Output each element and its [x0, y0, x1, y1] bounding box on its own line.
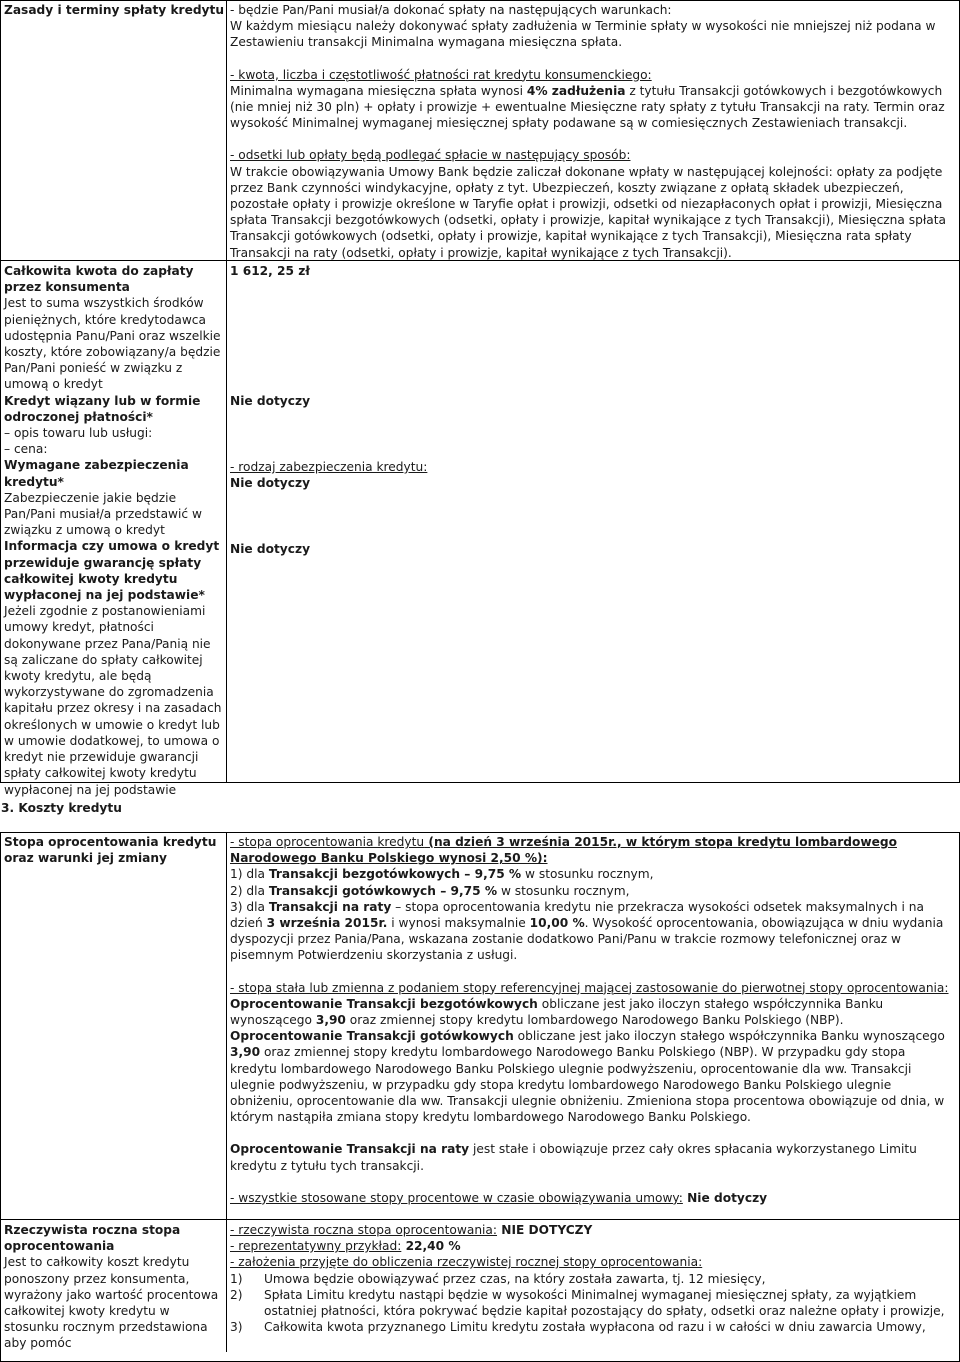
repayment-rules-label-cell: [4, 2, 224, 18]
installment-rate-text: Oprocentowanie Transakcji na raty jest stałe i obowiązuje przez cały okres spłacania wykorzystanego Limitu kredytu z tytułu tych transakcji.: [230, 1142, 917, 1173]
collateral-type-heading: - rodzaj zabezpieczenia kredytu:: [230, 460, 428, 474]
guarantee-info-label: Informacja czy umowa o kredyt przewiduje gwarancję spłaty całkowitej kwoty kredytu wypłaconej na jej podstawie*: [4, 539, 220, 603]
repayment-rules-label: Zasady i terminy spłaty kredytu: [4, 3, 225, 17]
required-collateral-label: Wymagane zabezpieczenia kredytu*: [4, 458, 189, 489]
rate-cash: 2) dla Transakcji gotówkowych – 9,75 % w stosunku rocznym,: [230, 883, 630, 898]
interest-rate-value-cell: [230, 834, 952, 1206]
tied-credit-value: Nie dotyczy: [230, 394, 311, 408]
rate-cashless: 1) dla Transakcji bezgotówkowych – 9,75 % w stosunku rocznym,: [230, 867, 654, 882]
fixed-variable-heading: - stopa stała lub zmienna z podaniem stopy referencyjnej mającej zastosowanie do pierwotnej stopy oprocentowania:: [230, 980, 949, 995]
required-collateral-description: Zabezpieczenie jakie będzie Pan/Pani musiał/a przedstawić w związku z umową o kredyt: [4, 490, 202, 538]
installments-heading: - kwota, liczba i częstotliwość płatności rat kredytu konsumenckiego:: [230, 67, 652, 82]
total-amount-value: 1 612, 25 zł: [230, 264, 310, 278]
collateral-value: Nie dotyczy: [230, 476, 311, 491]
apr-value: - rzeczywista roczna stopa oprocentowania: NIE DOTYCZY: [230, 1223, 593, 1237]
repayment-conditions-heading: - będzie Pan/Pani musiał/a dokonać spłaty na następujących warunkach:: [230, 3, 672, 17]
collateral-value-cell: [230, 459, 930, 491]
assumption-item: 1) Umowa będzie obowiązywać przez czas, na który została zawarta, tj. 12 miesięcy,: [230, 1271, 766, 1286]
interest-repayment-heading: - odsetki lub opłaty będą podlegać spłacie w następujący sposób:: [230, 148, 631, 163]
assumption-item: 2) Spłata Limitu kredytu nastąpi będzie w wysokości Minimalnej wymaganej miesięcznej spłaty, za wyjątkiem ostatniej płatności, która pokrywać będzie kapitał pozostający do spłaty, odsetki oraz należne opłaty i prowizje,: [230, 1287, 945, 1319]
representative-example: - reprezentatywny przykład: 22,40 %: [230, 1239, 461, 1254]
all-rates-text: - wszystkie stosowane stopy procentowe w czasie obowiązywania umowy: Nie dotyczy: [230, 1190, 768, 1205]
cash-rate-text: Oprocentowanie Transakcji gotówkowych obliczane jest jako iloczyn stałego współczynnika Banku wynoszącego 3,90 oraz zmiennej stopy kredytu lombardowego Narodowego Banku Polskiego (NBP). W przypadku gdy stopa kredytu lombardowego Narodowego Banku Polskiego ulegnie podwyższeniu, oprocentowanie dla ww. Transakcji ulegnie podwyższeniu, w przypadku gdy stopa kredytu lombardowego Narodowego Banku Polskiego ulegnie obniżeniu, oprocentowanie dla ww. Transakcji ulegnie obniżeniu. Zmieniona stopa procentowa obowiązuje od dnia, w którym nastąpiła zmiana stopy kredytu lombardowego Narodowego Banku Polskiego.: [230, 1029, 945, 1125]
row-divider: [0, 1219, 960, 1220]
guarantee-info-description: Jeżeli zgodnie z postanowieniami umowy kredyt, płatności dokonywane przez Pana/Panią nie są zaliczane do spłaty całkowitej kwoty kredytu, ale będą wykorzystywane do zgromadzenia kapitału przez okresy i na zasadach określonych w umowie o kredyt lub w umowie dodatkowej, to umowa o kredyt nie przewiduje gwarancji spłaty całkowitej kwoty kredytu wypłaconej na jej podstawie: [4, 604, 222, 797]
apr-assumptions-heading: - założenia przyjęte do obliczenia rzeczywistej rocznej stopy oprocentowania:: [230, 1255, 703, 1270]
assumption-item: 3) Całkowita kwota przyznanego Limitu kredytu została wypłacona od razu i w całości w dniu zawarcia Umowy,: [230, 1320, 926, 1335]
apr-value-cell: [230, 1222, 952, 1335]
installments-text: Minimalna wymagana miesięczna spłata wynosi 4% zadłużenia z tytułu Transakcji gotówkowych i bezgotówkowych (nie mniej niż 30 pln) + opłaty i prowizje + ewentualne Miesięczne raty spłaty z tytułu Transakcji na raty. Termin oraz wysokość Minimalnej wymaganej miesięcznej spłaty podawane są w comiesięcznych Zestawieniach transakcji.: [230, 83, 945, 131]
total-amount-description: Jest to suma wszystkich środków pieniężnych, które kredytodawca udostępnia Panu/Pani oraz wszelkie koszty, które zobowiązany/a będzie Pan/Pani ponieść w związku z umową o kredyt: [4, 296, 221, 392]
interest-rate-heading: - stopa oprocentowania kredytu (na dzień 3 września 2015r., w którym stopa kredytu lombardowego Narodowego Banku Polskiego wynosi 2,50 %):: [230, 835, 897, 866]
repayment-rules-value-cell: [230, 2, 952, 261]
repayment-conditions-text: W każdym miesiącu należy dokonywać spłaty zadłużenia w Terminie spłaty w wysokości nie mniejszej niż podana w Zestawieniu transakcji Minimalna wymagana miesięczna spłata.: [230, 19, 936, 50]
total-amount-label-cell: [4, 263, 224, 798]
apr-label: Rzeczywista roczna stopa oprocentowania: [4, 1223, 181, 1254]
terms-table-divider: [226, 0, 227, 783]
tied-credit-description: – opis towaru lub usługi:: [4, 426, 153, 441]
apr-description: Jest to całkowity koszt kredytu ponoszony przez konsumenta, wyrażony jako wartość procentowa całkowitej kwoty kredytu w stosunku rocznym przedstawiona aby pomóc: [4, 1255, 219, 1351]
costs-table-divider: [226, 832, 227, 1352]
interest-rate-label: Stopa oprocentowania kredytu oraz warunki jej zmiany: [4, 835, 217, 866]
tied-credit-price: – cena:: [4, 442, 48, 457]
interest-rate-label-cell: [4, 834, 224, 866]
guarantee-value: Nie dotyczy: [230, 542, 311, 556]
cashless-rate-text: Oprocentowanie Transakcji bezgotówkowych obliczane jest jako iloczyn stałego współczynnika Banku wynoszącego 3,90 oraz zmiennej stopy kredytu lombardowego Narodowego Banku Polskiego (NBP).: [230, 996, 884, 1028]
total-amount-label: Całkowita kwota do zapłaty przez konsumenta: [4, 264, 194, 295]
rate-installments: 3) dla Transakcji na raty – stopa oprocentowania kredytu nie przekracza wysokości odsetek maksymalnych i na dzień 3 września 2015r. i wynosi maksymalnie 10,00 %. Wysokość oprocentowania, obowiązująca w dniu wydania dyspozycji przez Pania/Pana, wskazana zostanie dodatkowo Pani/Panu w trakcie rozmowy telefonicznej oraz w pisemnym Potwierdzeniu skorzystania z usługi.: [230, 899, 944, 963]
interest-repayment-text: W trakcie obowiązywania Umowy Bank będzie zaliczał dokonane wpłaty w następującej kolejności: opłaty za podjęte przez Bank czynności windykacyjne, opłaty z tyt. Ubezpieczeń, koszty związane z opłatą składek ubezpieczeń, pozostałe opłaty i prowizje określone w Taryfie opłat i prowizji, odsetki od niezapłaconych opłat i prowizji, Miesięczna spłata Transakcji bezgotówkowych (odsetki, opłaty i prowizje, kapitał wynikające z tych Transakcji), Miesięczna spłata Transakcji gotówkowych (odsetki, opłaty i prowizje, kapitał wynikające z tych Transakcji), Miesięczna rata spłaty Transakcji na raty (odsetki, opłaty i prowizje, kapitał wynikające z tych Transakcji).: [230, 164, 947, 260]
section-heading: 3. Koszty kredytu: [1, 801, 122, 815]
tied-credit-label: Kredyt wiązany lub w formie odroczonej płatności*: [4, 393, 201, 424]
apr-label-cell: [4, 1222, 224, 1352]
